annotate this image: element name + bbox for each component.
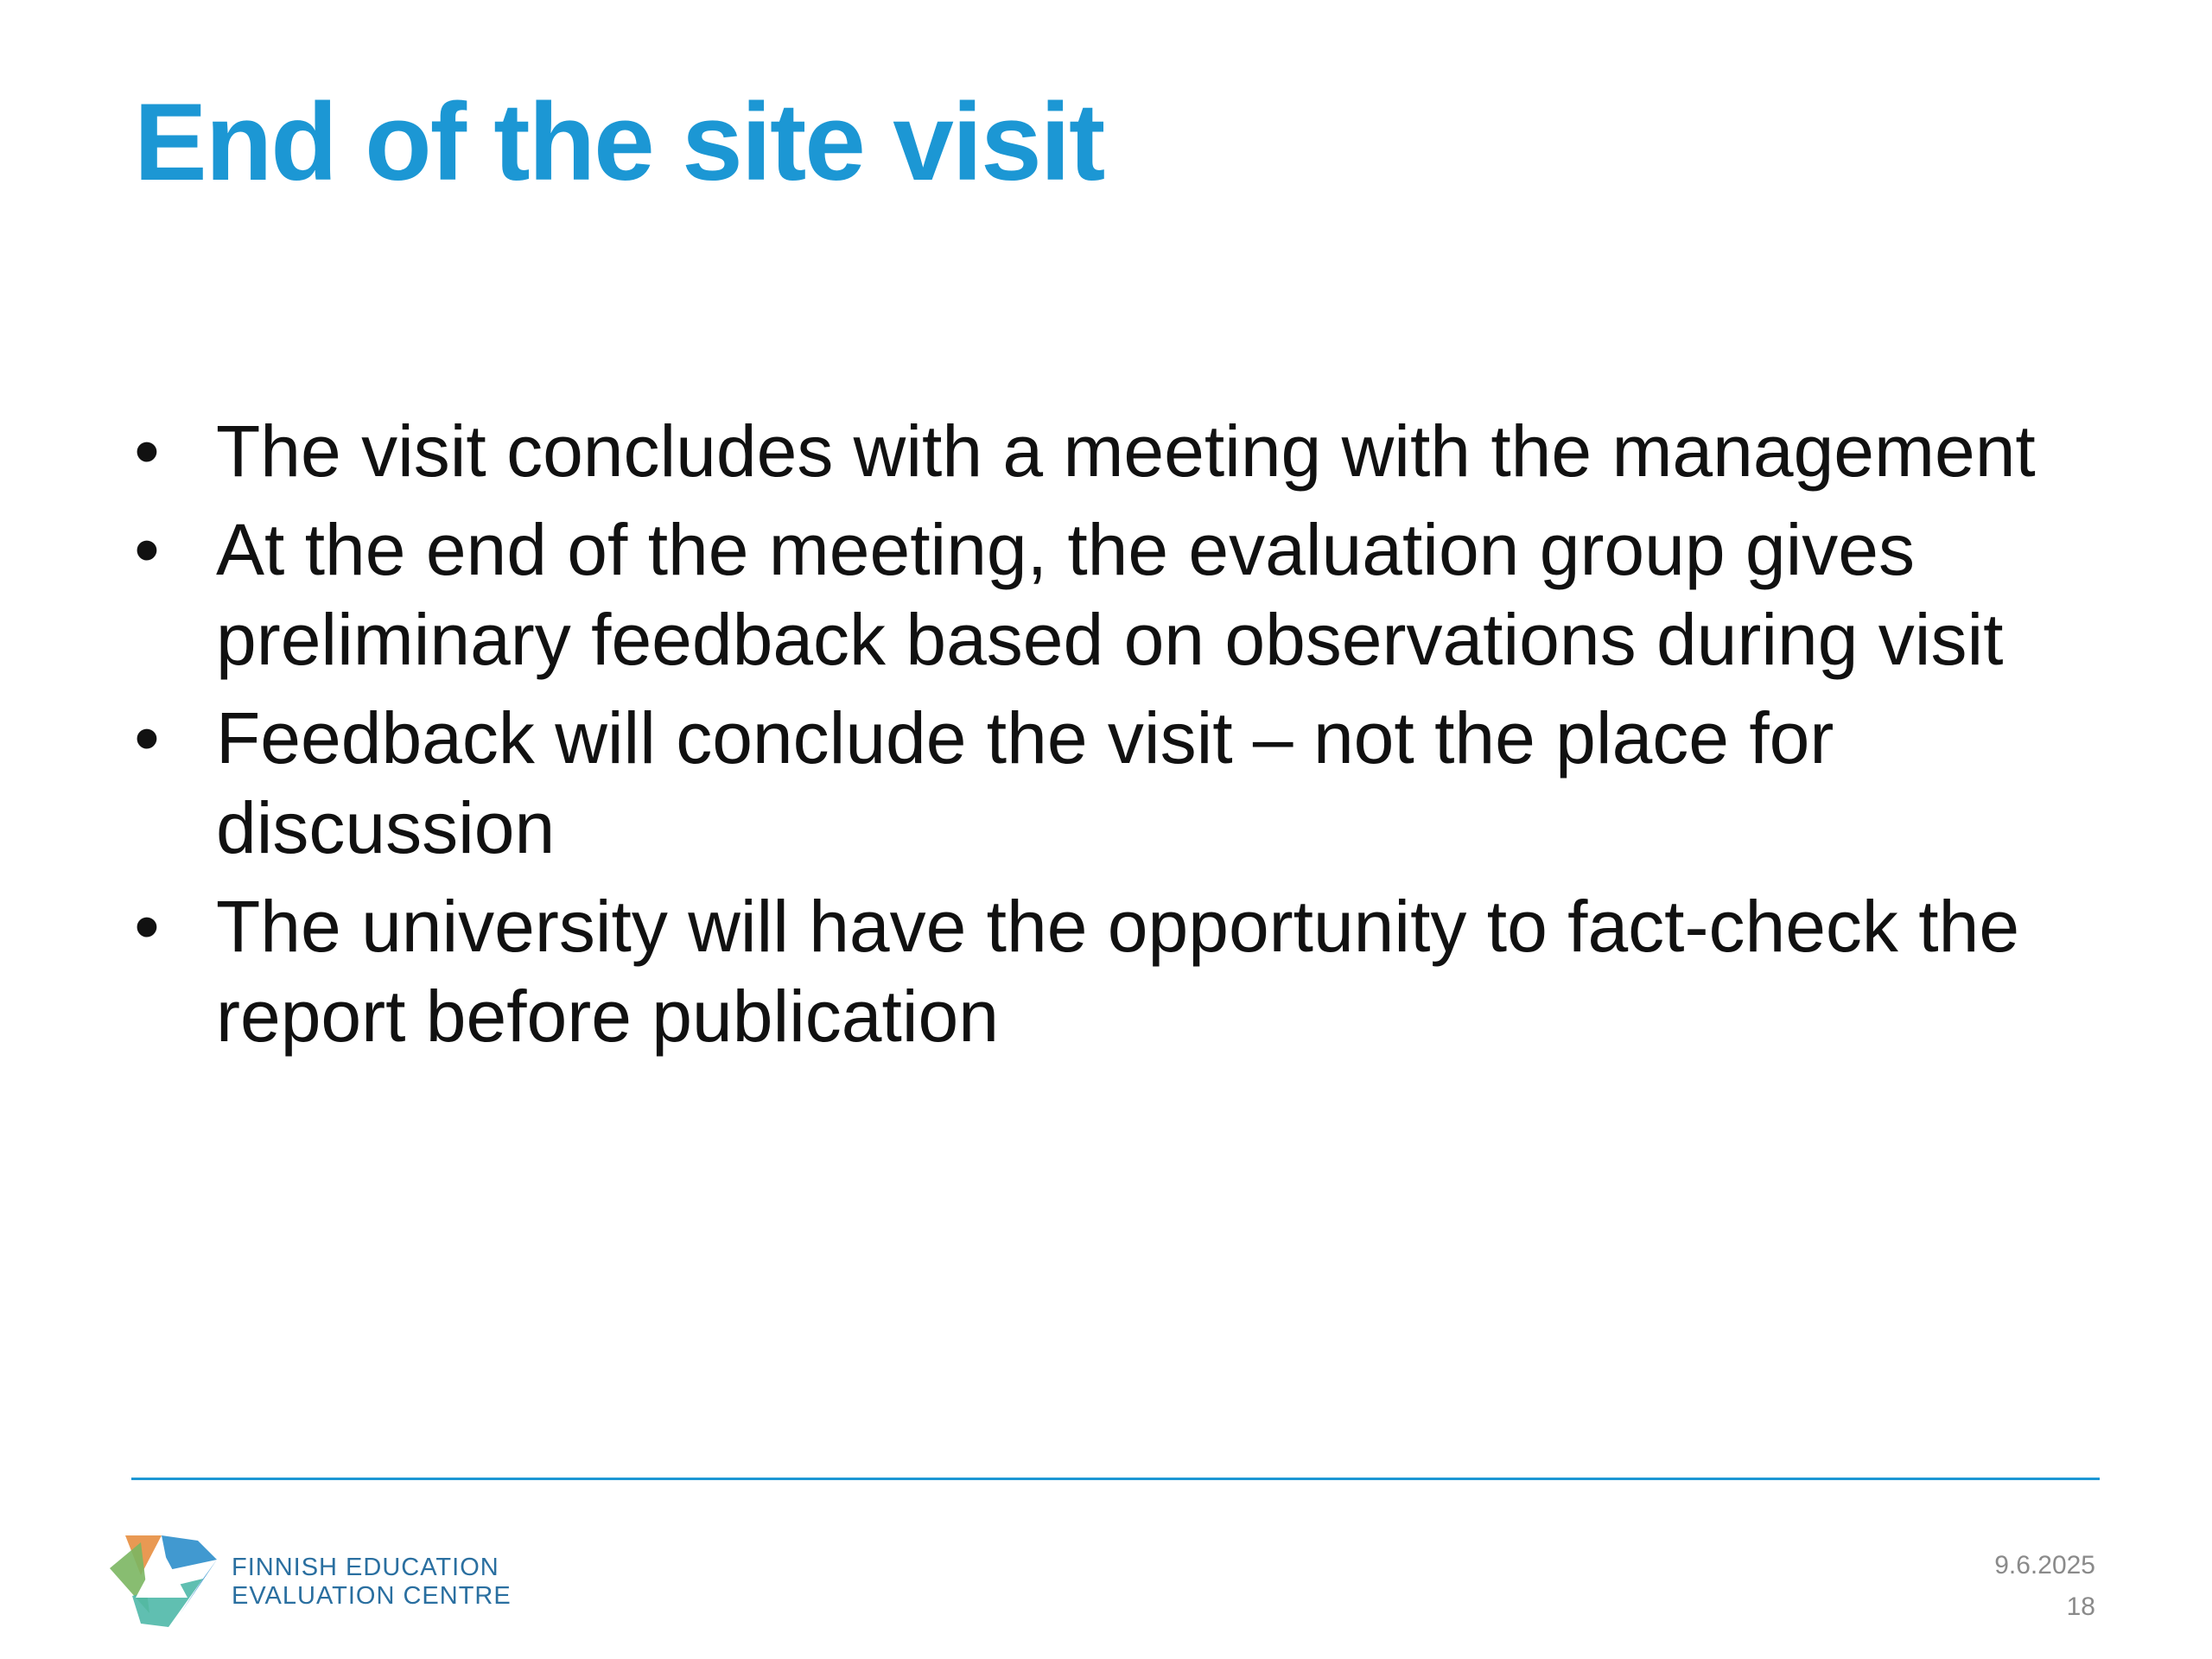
bullet-text: At the end of the meeting, the evaluation group gives preliminary feedback based on observations during visit [216,509,2004,680]
slide-date: 9.6.2025 [1994,1551,2095,1580]
footer-divider [131,1478,2100,1480]
bullet-marker: • [134,509,160,590]
bullet-text: The university will have the opportunity to fact-check the report before publication [216,886,2020,1057]
bullet-text: The visit concludes with a meeting with the management [216,410,2036,492]
bullet-text: Feedback will conclude the visit – not the place for discussion [216,697,1834,868]
list-item [0,881,2212,1061]
organization-name-line-2: EVALUATION CENTRE [232,1582,512,1610]
finnish-education-evaluation-centre-logo-icon [108,1534,220,1629]
list-item [0,693,2212,873]
bullet-list [0,406,2212,1070]
bullet-marker: • [134,410,160,492]
organization-name-line-1: FINNISH EDUCATION [232,1554,499,1581]
bullet-marker: • [134,697,160,779]
organization-name [232,1554,512,1611]
slide-page-number: 18 [2066,1592,2095,1621]
bullet-marker: • [134,886,160,967]
list-item [0,505,2212,684]
slide-title: End of the site visit [134,80,1104,203]
list-item [0,406,2212,496]
